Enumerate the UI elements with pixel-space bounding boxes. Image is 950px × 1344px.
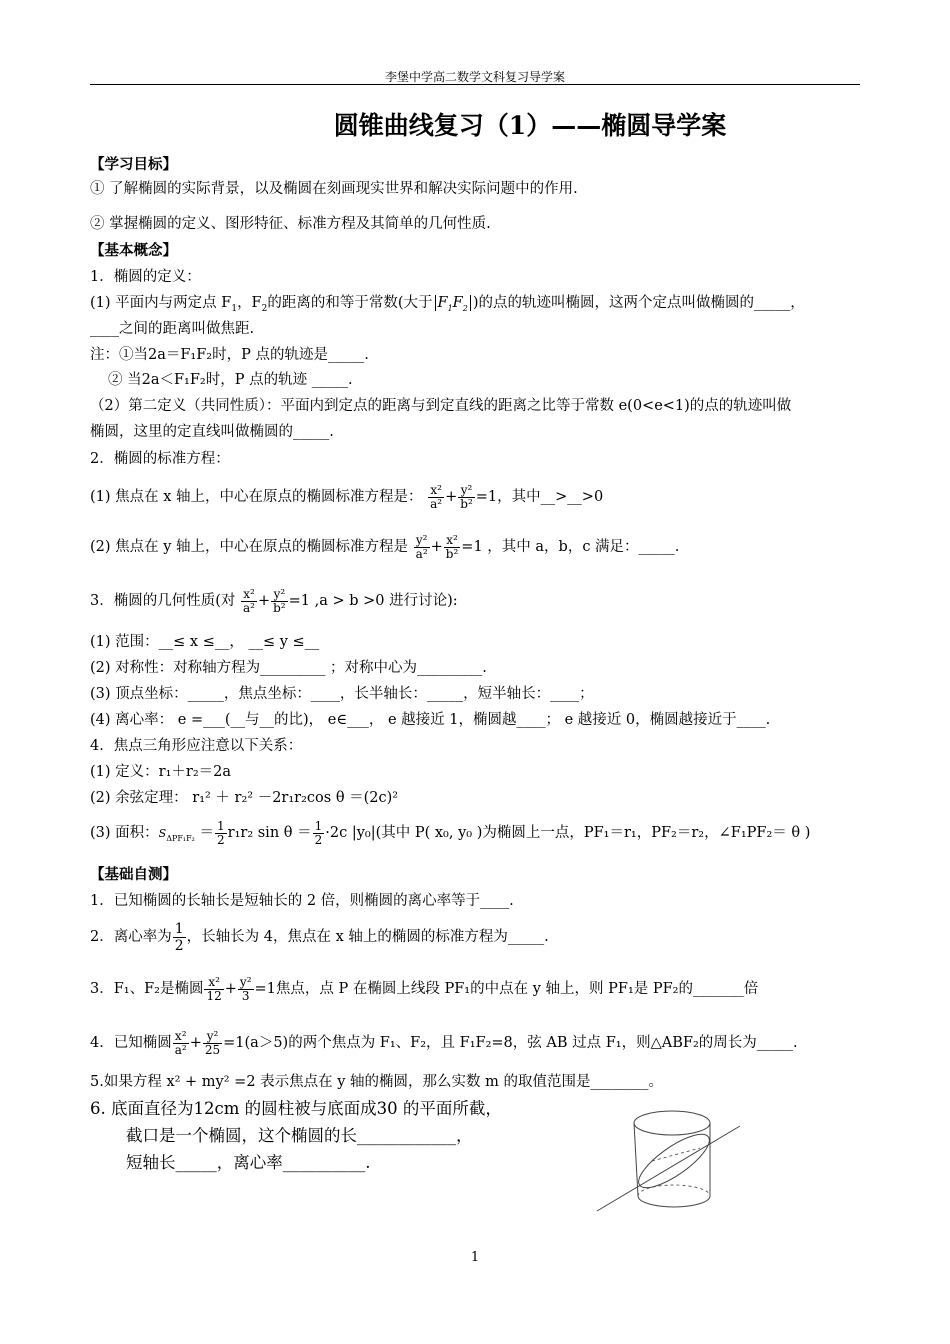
- note-1: 注：①当2a＝F₁F₂时，P 点的轨迹是_____.: [90, 347, 369, 363]
- question-6-line-3: 短轴长_____，离心率__________.: [126, 1153, 371, 1172]
- question-6-line-1: 6. 底面直径为12cm 的圆柱被与底面成30 的平面所截，: [90, 1099, 502, 1118]
- concept-3-title: 3．椭圆的几何性质(对 $\frac{\text{x²}}{\text{a²}}$ + $\frac{\text{y²}}{\text{b²}}$ =1 ,a > b >0 进行讨论):: [90, 586, 458, 615]
- cylinder-figure: [592, 1106, 742, 1216]
- concepts-heading: 【基本概念】: [90, 242, 177, 259]
- goals-heading: 【学习目标】: [90, 156, 177, 173]
- triangle-cosine: (2) 余弦定理： r₁² ＋ r₂² －2r₁r₂cos θ ＝(2c)²: [90, 790, 399, 806]
- question-2: 2．离心率为 $\frac{1}{2}$ ，长轴长为 4，焦点在 x 轴上的椭圆的标准方程为_____.: [90, 920, 549, 954]
- standard-equation-x: (1) 焦点在 x 轴上，中心在原点的椭圆标准方程是： $\frac{\text{x²}}{\text{a²}}$ + $\frac{\text{y²}}{\text{b²}}$ =1，其中__>__>0: [90, 482, 604, 511]
- question-3: 3．F₁、F₂是椭圆 $\frac{\text{x²}}{12}$ + $\frac{\text{y²}}{3}$ =1焦点，点 P 在椭圆上线段 PF₁的中点在 y 轴上，则 PF₁是 PF₂的_______倍: [90, 974, 759, 1003]
- header-rule: [90, 84, 860, 85]
- page-title: 圆锥曲线复习（1）——椭圆导学案: [333, 111, 727, 140]
- property-range: (1) 范围：__≤ x ≤__， __≤ y ≤__: [90, 634, 320, 650]
- self-test-heading: 【基础自测】: [90, 866, 177, 883]
- second-definition-1: （2）第二定义（共同性质）：平面内到定点的距离与到定直线的距离之比等于常数 e(0<e<1)的点的轨迹叫做: [90, 398, 792, 414]
- second-definition-2: 椭圆，这里的定直线叫做椭圆的_____.: [90, 424, 334, 440]
- concept-1-line-2: ____之间的距离叫做焦距.: [90, 321, 255, 337]
- note-2: ② 当2a＜F₁F₂时，P 点的轨迹 _____.: [108, 372, 353, 388]
- concept-4-title: 4．焦点三角形应注意以下关系：: [90, 738, 303, 754]
- question-1: 1．已知椭圆的长轴长是短轴长的 2 倍，则椭圆的离心率等于____.: [90, 893, 514, 909]
- triangle-definition: (1) 定义：r₁＋r₂＝2a: [90, 764, 232, 780]
- concept-2-title: 2．椭圆的标准方程：: [90, 451, 230, 467]
- triangle-area: (3) 面积：$S_{\Delta PF_1F_2}$ ＝ $\frac{1}{2}$ r₁r₂ sin θ ＝ $\frac{1}{2}$ ·2c |y₀|(其中 P( x₀, y₀ )为椭圆上一点，PF₁＝r₁，PF₂＝r₂，∠F₁PF₂＝ θ ): [90, 818, 811, 847]
- page-number: 1: [470, 1250, 480, 1265]
- question-4: 4．已知椭圆 $\frac{\text{x²}}{\text{a²}}$ + $\frac{\text{y²}}{25}$ =1(a＞5)的两个焦点为 F₁、F₂，且 F₁F₂=8，弦 AB 过点 F₁，则△ABF₂的周长为_____.: [90, 1028, 798, 1057]
- property-vertices: (3) 顶点坐标：_____，焦点坐标：____，长半轴长：_____，短半轴长：____；: [90, 686, 594, 702]
- running-header: 李堡中学高二数学文科复习导学案: [384, 70, 565, 84]
- property-eccentricity: (4) 离心率： e =___(__与__的比)， e∈___， e 越接近 1，椭圆越____； e 越接近 0，椭圆越接近于____.: [90, 712, 771, 728]
- concept-1-line-1: (1) 平面内与两定点 $F_1$，$F_2$的距离的和等于常数(大于 $F_1F_2$ )的点的轨迹叫椭圆，这两个定点叫做椭圆的_____，: [90, 295, 805, 314]
- goal-2: ② 掌握椭圆的定义、图形特征、标准方程及其简单的几何性质.: [90, 216, 491, 232]
- question-5: 5.如果方程 x² + my² =2 表示焦点在 y 轴的椭圆，那么实数 m 的取值范围是________。: [90, 1074, 664, 1090]
- concept-1-title: 1．椭圆的定义：: [90, 269, 201, 285]
- goal-1: ① 了解椭圆的实际背景，以及椭圆在刻画现实世界和解决实际问题中的作用.: [90, 181, 578, 197]
- question-6-line-2: 截口是一个椭圆，这个椭圆的长____________，: [126, 1126, 473, 1145]
- property-symmetry: (2) 对称性：对称轴方程为_________ ；对称中心为_________.: [90, 660, 487, 676]
- standard-equation-y: (2) 焦点在 y 轴上，中心在原点的椭圆标准方程是 $\frac{\text{y²}}{\text{a²}}$ + $\frac{\text{x²}}{\text{b²}}$ =1 ，其中 a，b，c 满足：_____.: [90, 532, 680, 561]
